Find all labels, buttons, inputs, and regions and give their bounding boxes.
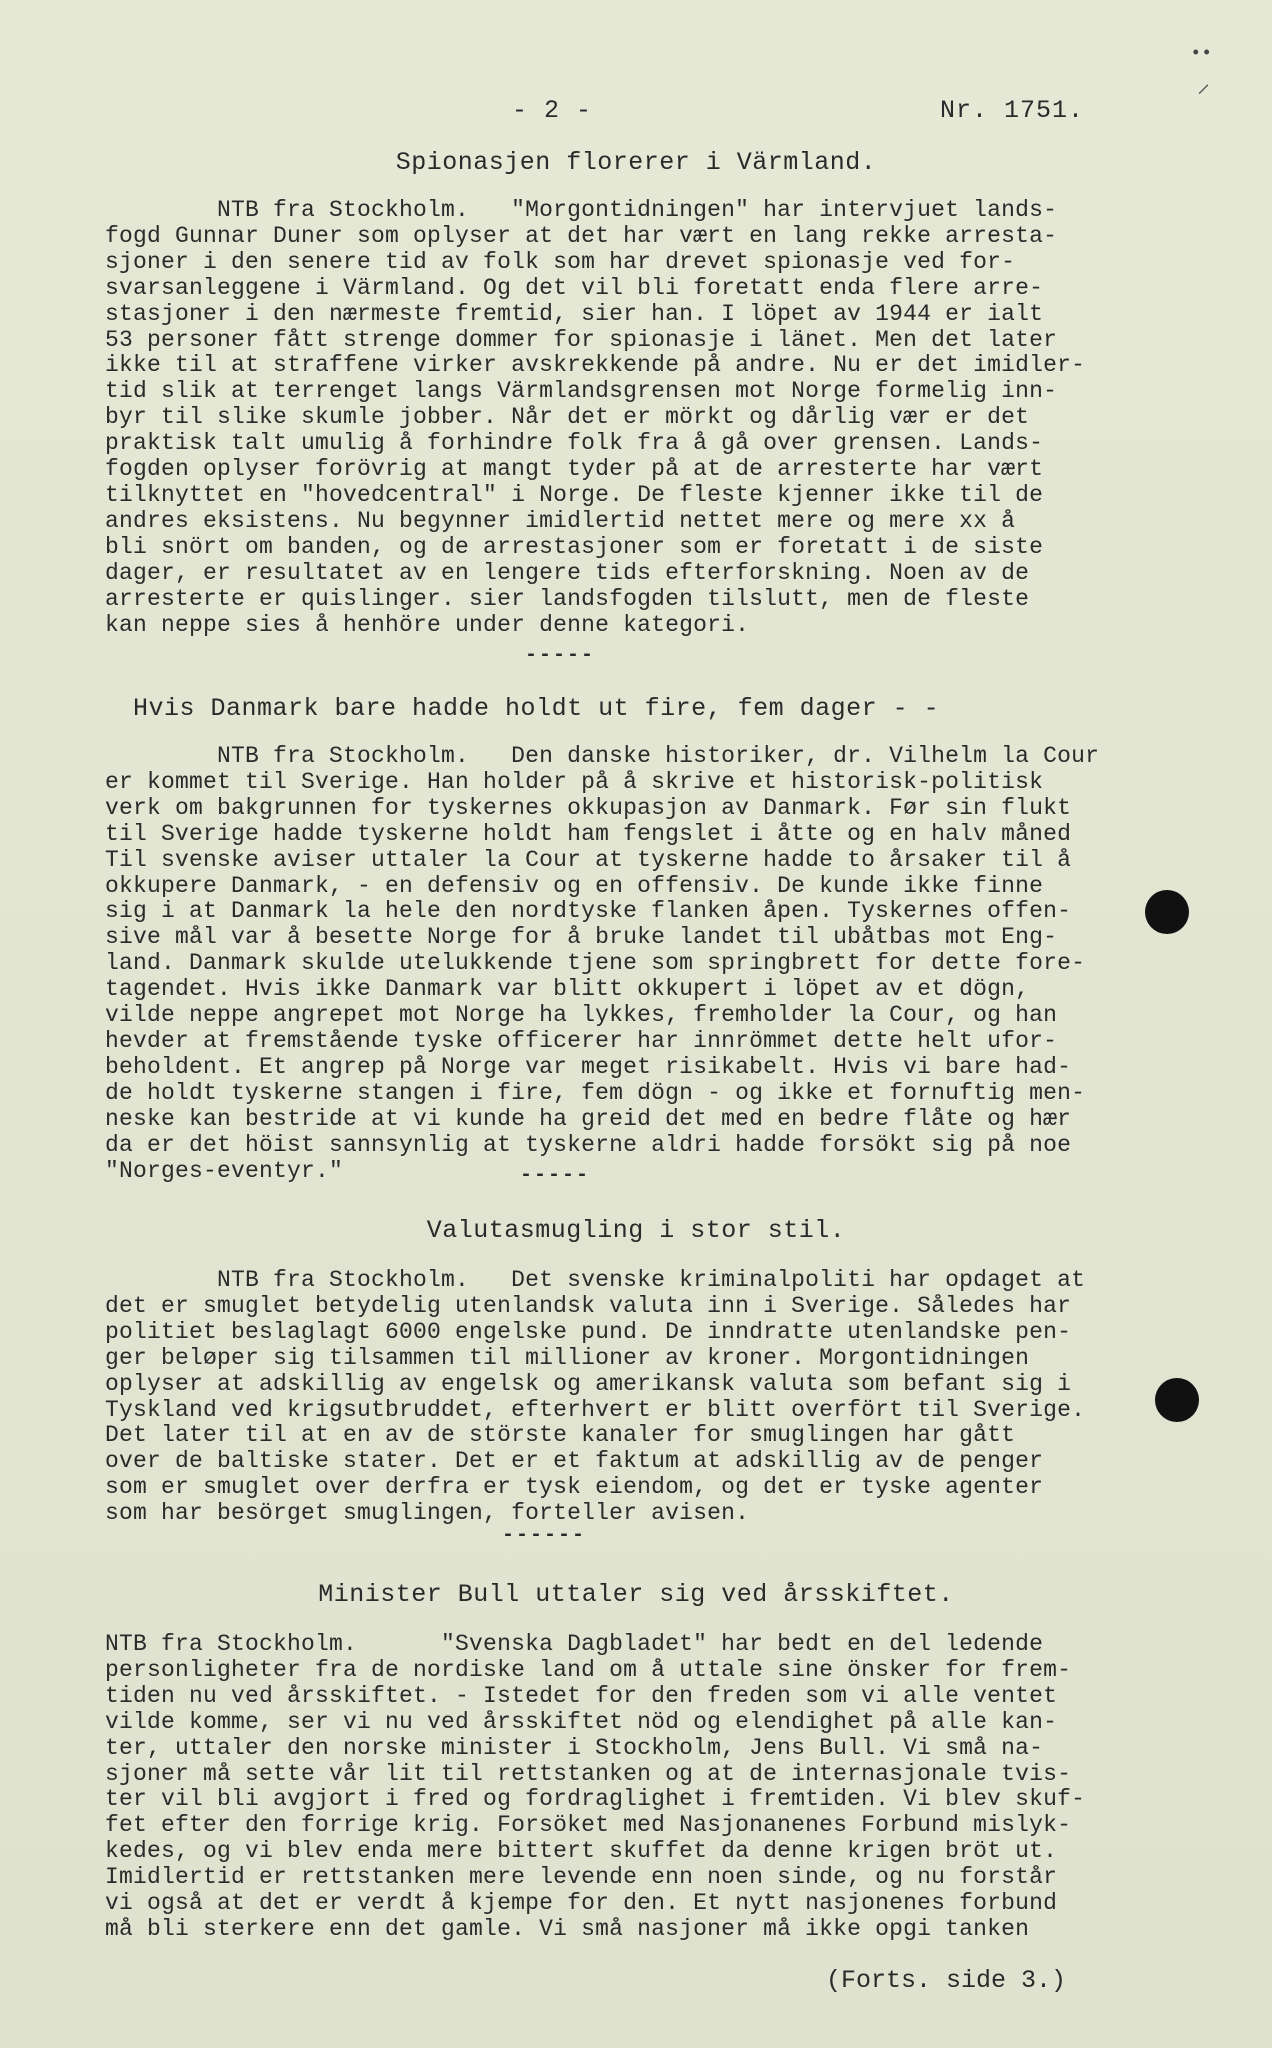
separator: ----- <box>520 1164 591 1187</box>
article-body: NTB fra Stockholm. Den danske historiker, dr. Vilhelm la Cour er kommet til Sverige. Han holder på å skrive et historisk-politisk verk om bakgrunnen for tyskernes okkupasjon av Danmark. Før sin flukt til Sverige hadde tyskerne holdt ham fengslet i åtte og en halv måned Til svenske aviser uttaler la Cour at tyskerne hadde to årsaker til å okkupere Danmark, - en defensiv og en offensiv. De kunde ikke finne sig i at Danmark la hele den nordtyske flanken åpen. Tyskernes offen- sive mål var å besette Norge for å bruke landet til ubåtbas mot Eng- land. Danmark skulde utelukkende tjene som springbrett for dette fore- tagendet. Hvis ikke Danmark var blitt okkupert i löpet av et dögn, vilde neppe angrepet mot Norge ha lykkes, fremholder la Cour, og han hevder at fremstående tyske officerer har innrömmet dette helt ufor- beholdent. Et angrep på Norge var meget risikabelt. Hvis vi bare had- de holdt tyskerne stangen i fire, fem dögn - og ikke et fornuftig men- neske kan bestride at vi kunde ha greid det med en bedre flåte og hær da er det höist sannsynlig at tyskerne aldri hadde forsökt sig på noe "Norges-eventyr." <box>105 743 1100 1184</box>
corner-mark: ⸝ <box>1196 70 1210 100</box>
article-body: NTB fra Stockholm. Det svenske kriminalpoliti har opdaget at det er smuglet betydelig utenlandsk valuta inn i Sverige. Således har politiet beslaglagt 6000 engelske pund. De inndratte utenlandske pen- ger beløper sig tilsammen til millioner av kroner. Morgontidningen oplyser at adskillig av engelsk og amerikansk valuta som befant sig i Tyskland ved krigsutbruddet, efterhvert er blitt overfört til Sverige. Det later til at en av de störste kanaler for smuglingen har gått over de baltiske stater. Det er et faktum at adskillig av de penger som er smuglet over derfra er tysk eiendom, og det er tyske agenter som har besörget smuglingen, forteller avisen. <box>105 1267 1086 1527</box>
article-title: Spionasjen florerer i Värmland. <box>395 148 877 177</box>
page-number: - 2 - <box>512 96 593 125</box>
separator: ----- <box>525 644 596 667</box>
corner-dots: •• <box>1190 44 1212 64</box>
article-title: Hvis Danmark bare hadde holdt ut fire, fem dager - - <box>133 694 940 723</box>
punch-hole <box>1145 890 1189 934</box>
continuation-note: (Forts. side 3.) <box>826 1966 1067 1995</box>
article-title: Minister Bull uttaler sig ved årsskiftet. <box>318 1580 954 1609</box>
article-body: NTB fra Stockholm. "Morgontidningen" har intervjuet lands- fogd Gunnar Duner som oplyser at det har vært en lang rekke arresta- sjoner i den senere tid av folk som har drevet spionasje ved for- svarsanleggene i Värmland. Og det vil bli foretatt enda flere arre- stasjoner i den nærmeste fremtid, sier han. I löpet av 1944 er ialt 53 personer fått strenge dommer for spionasje i länet. Men det later ikke til at straffene virker avskrekkende på andre. Nu er det imidler- tid slik at terrenget langs Värmlandsgrensen mot Norge formelig inn- byr til slike skumle jobber. Når det er mörkt og dårlig vær er det praktisk talt umulig å forhindre folk fra å gå over grensen. Lands- fogden oplyser forövrig at mangt tyder på at de arresterte har vært tilknyttet en "hovedcentral" i Norge. De fleste kjenner ikke til de andres eksistens. Nu begynner imidlertid nettet mere og mere xx å bli snört om banden, og de arrestasjoner som er foretatt i de siste dager, er resultatet av en lengere tids efterforskning. Noen av de arresterte er quislinger. sier landsfogden tilslutt, men de fleste kan neppe sies å henhöre under denne kategori. <box>105 197 1086 638</box>
article-title: Valutasmugling i stor stil. <box>426 1216 846 1245</box>
separator: ------ <box>502 1524 587 1547</box>
punch-hole <box>1155 1378 1199 1422</box>
document-number: Nr. 1751. <box>940 96 1085 125</box>
article-body: NTB fra Stockholm. "Svenska Dagbladet" har bedt en del ledende personligheter fra de nordiske land om å uttale sine önsker for frem- tiden nu ved årsskiftet. - Istedet for den freden som vi alle ventet vilde komme, ser vi nu ved årsskiftet nöd og elendighet på alle kan- ter, uttaler den norske minister i Stockholm, Jens Bull. Vi små na- sjoner må sette vår lit til rettstanken og at de internasjonale tvis- ter vil bli avgjort i fred og fordraglighet i fremtiden. Vi blev skuf- fet efter den forrige krig. Forsöket med Nasjonanenes Forbund mislyk- kedes, og vi blev enda mere bittert skuffet da denne krigen bröt ut. Imidlertid er rettstanken mere levende enn noen sinde, og nu forstår vi også at det er verdt å kjempe for den. Et nytt nasjonenes forbund må bli sterkere enn det gamle. Vi små nasjoner må ikke opgi tanken <box>105 1631 1086 1942</box>
